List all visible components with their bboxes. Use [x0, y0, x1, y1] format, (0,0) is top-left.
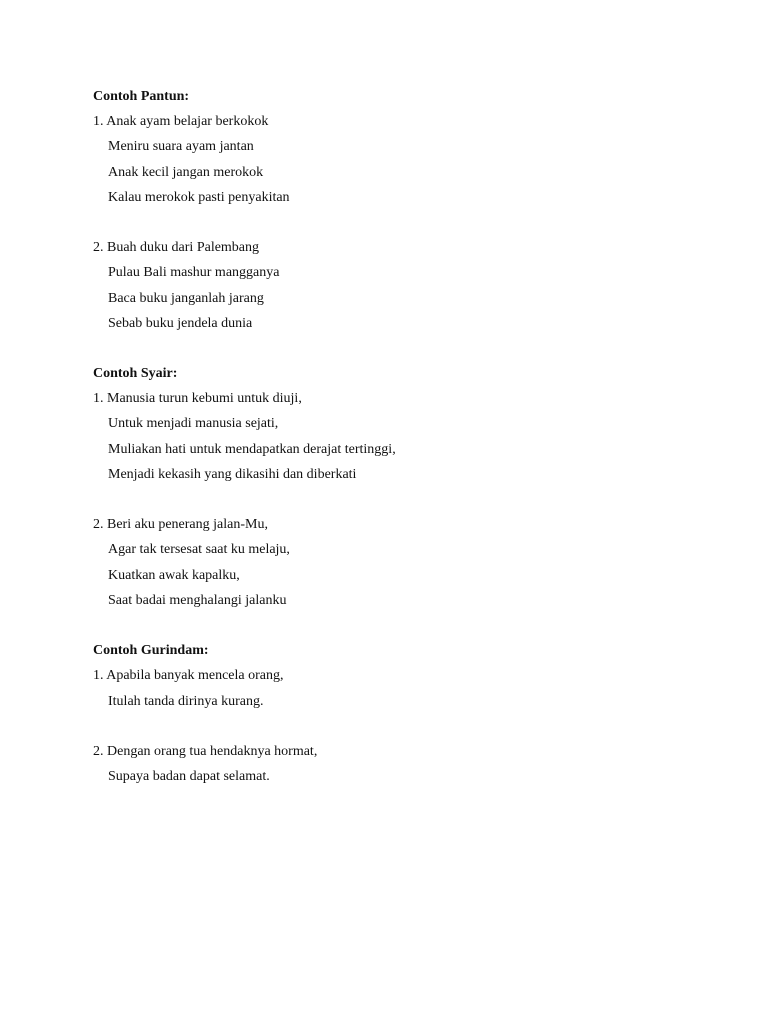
poem-line: Pulau Bali mashur mangganya	[108, 265, 280, 281]
poem-line: 2. Buah duku dari Palembang	[93, 240, 260, 256]
spacer	[93, 336, 728, 361]
section-heading: Contoh Syair:	[93, 366, 178, 382]
section-gurindam	[93, 638, 728, 789]
poem-item	[93, 386, 728, 487]
poem-line: 2. Beri aku penerang jalan-Mu,	[93, 517, 268, 533]
poem-line: Anak kecil jangan merokok	[108, 164, 264, 180]
poem-line: Supaya badan dapat selamat.	[108, 769, 270, 785]
document-page	[93, 84, 728, 789]
poem-item	[93, 739, 728, 789]
section-heading: Contoh Gurindam:	[93, 643, 209, 659]
poem-line: 1. Apabila banyak mencela orang,	[93, 668, 284, 684]
poem-line: Kuatkan awak kapalku,	[108, 567, 240, 583]
poem-line: 2. Dengan orang tua hendaknya hormat,	[93, 743, 318, 759]
section-heading: Contoh Pantun:	[93, 89, 190, 104]
poem-line: 1. Manusia turun kebumi untuk diuji,	[93, 391, 302, 407]
poem-line: Sebab buku jendela dunia	[108, 315, 253, 331]
poem-line: Baca buku janganlah jarang	[108, 290, 264, 306]
poem-line: Muliakan hati untuk mendapatkan derajat tertinggi,	[108, 441, 396, 457]
section-syair	[93, 361, 728, 613]
poem-item	[93, 109, 728, 210]
spacer	[93, 210, 728, 235]
poem-line: Menjadi kekasih yang dikasihi dan diberkati	[108, 466, 357, 482]
spacer	[93, 487, 728, 512]
poem-line: Saat badai menghalangi jalanku	[108, 592, 287, 608]
section-pantun	[93, 84, 728, 336]
spacer	[93, 613, 728, 638]
poem-line: Meniru suara ayam jantan	[108, 139, 254, 155]
poem-line: Kalau merokok pasti penyakitan	[108, 189, 290, 205]
poem-line: Untuk menjadi manusia sejati,	[108, 416, 279, 432]
poem-line: 1. Anak ayam belajar berkokok	[93, 114, 269, 130]
spacer	[93, 714, 728, 739]
poem-item	[93, 235, 728, 336]
poem-item	[93, 512, 728, 613]
poem-item	[93, 663, 728, 713]
poem-line: Itulah tanda dirinya kurang.	[108, 693, 264, 709]
poem-line: Agar tak tersesat saat ku melaju,	[108, 542, 290, 558]
